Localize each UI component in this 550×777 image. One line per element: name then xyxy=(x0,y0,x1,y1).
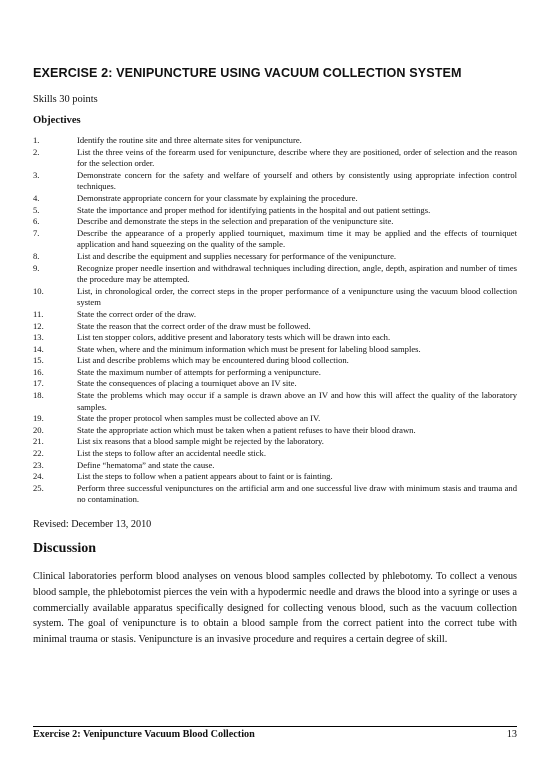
objective-item xyxy=(33,135,517,147)
objective-item xyxy=(33,367,517,379)
objective-number: 17. xyxy=(33,378,44,389)
objective-text: State the consequences of placing a tourniquet above an IV site. xyxy=(77,378,297,389)
objective-item xyxy=(33,390,517,413)
objective-number: 18. xyxy=(33,390,44,401)
objective-number: 4. xyxy=(33,192,40,203)
objective-text: State the reason that the correct order of the draw must be followed. xyxy=(77,320,311,331)
objective-item xyxy=(33,471,517,483)
objective-number: 11. xyxy=(33,308,44,319)
objective-item xyxy=(33,228,517,251)
objective-text: State the problems which may occur if a sample is drawn above an IV and how this will affect the quality of the laboratory samples. xyxy=(77,390,517,412)
discussion-paragraph: Clinical laboratories perform blood analyses on venous blood samples collected by phlebotomy. To collect a venous blood sample, the phlebotomist pierces the vein with a hypodermic needle and draws the blood into a syringe or uses a commercially available apparatus specifically designed for collecting venous blood, such as the vacuum collection system. The goal of venipuncture is to obtain a blood sample from the correct patient into the correct tube with minimal trauma or stasis. Venipuncture is an invasive procedure and requires a certain degree of skill. xyxy=(33,571,517,646)
page-number: 13 xyxy=(506,729,517,740)
objective-item xyxy=(33,378,517,390)
objective-number: 15. xyxy=(33,355,44,366)
objective-item xyxy=(33,413,517,425)
objective-number: 9. xyxy=(33,262,40,273)
objective-text: State the correct order of the draw. xyxy=(77,308,196,319)
objective-text: List the steps to follow when a patient appears about to faint or is fainting. xyxy=(77,471,333,482)
objective-text: Perform three successful venipunctures on the artificial arm and one successful live draw with minimum stasis and trauma and no contamination. xyxy=(77,482,517,505)
objective-item xyxy=(33,344,517,356)
skills-points: Skills 30 points xyxy=(33,94,98,105)
objective-item xyxy=(33,216,517,228)
footer-title: Exercise 2: Venipuncture Vacuum Blood Collection xyxy=(33,729,255,740)
objective-text: List the steps to follow after an accidental needle stick. xyxy=(77,448,266,459)
objective-text: List, in chronological order, the correct steps in the proper performance of a venipuncture using the vacuum blood collection system xyxy=(77,285,517,308)
objective-item xyxy=(33,355,517,367)
objective-text: Describe the appearance of a properly applied tourniquet, maximum time it may be applied and the effects of tourniquet application and hand squeezing on the quality of the sample. xyxy=(77,227,517,250)
objective-text: List six reasons that a blood sample might be rejected by the laboratory. xyxy=(77,436,324,447)
objective-item xyxy=(33,251,517,263)
objective-number: 3. xyxy=(33,169,40,180)
objective-item xyxy=(33,332,517,344)
objective-number: 19. xyxy=(33,413,44,424)
objective-number: 25. xyxy=(33,482,44,493)
objective-number: 7. xyxy=(33,227,40,238)
objective-text: State when, where and the minimum information which must be present for labeling blood samples. xyxy=(77,343,421,354)
objective-item xyxy=(33,309,517,321)
objective-text: List the three veins of the forearm used for venipuncture, describe where they are positioned, order of selection and the reason for the selection order. xyxy=(77,146,517,169)
objective-number: 13. xyxy=(33,332,44,343)
objective-text: List ten stopper colors, additive present and laboratory tests which will be drawn into each. xyxy=(77,332,391,343)
objective-text: Describe and demonstrate the steps in the selection and preparation of the venipuncture site. xyxy=(77,216,394,227)
objective-item xyxy=(33,460,517,472)
objective-item xyxy=(33,425,517,437)
objective-item xyxy=(33,321,517,333)
objective-number: 2. xyxy=(33,146,40,157)
objective-number: 14. xyxy=(33,343,44,354)
objective-text: State the appropriate action which must be taken when a patient refuses to have their blood drawn. xyxy=(77,424,416,435)
objective-text: Identify the routine site and three alternate sites for venipuncture. xyxy=(77,135,302,145)
objective-number: 1. xyxy=(33,135,40,145)
objective-number: 21. xyxy=(33,436,44,447)
revised-date: Revised: December 13, 2010 xyxy=(33,519,152,530)
objective-item xyxy=(33,193,517,205)
footer-divider xyxy=(33,726,517,727)
objective-item xyxy=(33,286,517,309)
objective-item xyxy=(33,263,517,286)
objective-text: List and describe the equipment and supplies necessary for performance of the venipuncture. xyxy=(77,250,397,261)
objective-number: 6. xyxy=(33,216,40,227)
exercise-title: EXERCISE 2: VENIPUNCTURE USING VACUUM COLLECTION SYSTEM xyxy=(33,66,462,80)
objective-text: Demonstrate concern for the safety and welfare of yourself and others by consistently using appropriate infection control techniques. xyxy=(77,169,517,192)
objective-text: State the importance and proper method for identifying patients in the hospital and out patient settings. xyxy=(77,204,431,215)
objective-number: 20. xyxy=(33,424,44,435)
objective-text: Define “hematoma” and state the cause. xyxy=(77,459,215,470)
page-content xyxy=(33,66,517,648)
objective-item xyxy=(33,448,517,460)
discussion-heading: Discussion xyxy=(33,541,97,556)
objective-number: 23. xyxy=(33,459,44,470)
objective-text: Recognize proper needle insertion and withdrawal techniques including direction, angle, depth, aspiration and number of times the procedure may be attempted. xyxy=(77,262,517,285)
objective-item xyxy=(33,170,517,193)
objectives-list xyxy=(33,135,517,506)
objective-item xyxy=(33,436,517,448)
objective-number: 12. xyxy=(33,320,44,331)
objective-text: State the maximum number of attempts for performing a venipuncture. xyxy=(77,366,321,377)
objective-number: 5. xyxy=(33,204,40,215)
objective-item xyxy=(33,205,517,217)
objective-number: 24. xyxy=(33,471,44,482)
objective-number: 16. xyxy=(33,366,44,377)
objective-text: State the proper protocol when samples must be collected above an IV. xyxy=(77,413,321,424)
objective-number: 22. xyxy=(33,448,44,459)
objective-text: List and describe problems which may be encountered during blood collection. xyxy=(77,355,349,366)
objective-number: 10. xyxy=(33,285,44,296)
objective-text: Demonstrate appropriate concern for your classmate by explaining the procedure. xyxy=(77,192,358,203)
objective-number: 8. xyxy=(33,250,40,261)
objectives-heading: Objectives xyxy=(33,115,81,126)
objective-item xyxy=(33,483,517,506)
objective-item xyxy=(33,147,517,170)
